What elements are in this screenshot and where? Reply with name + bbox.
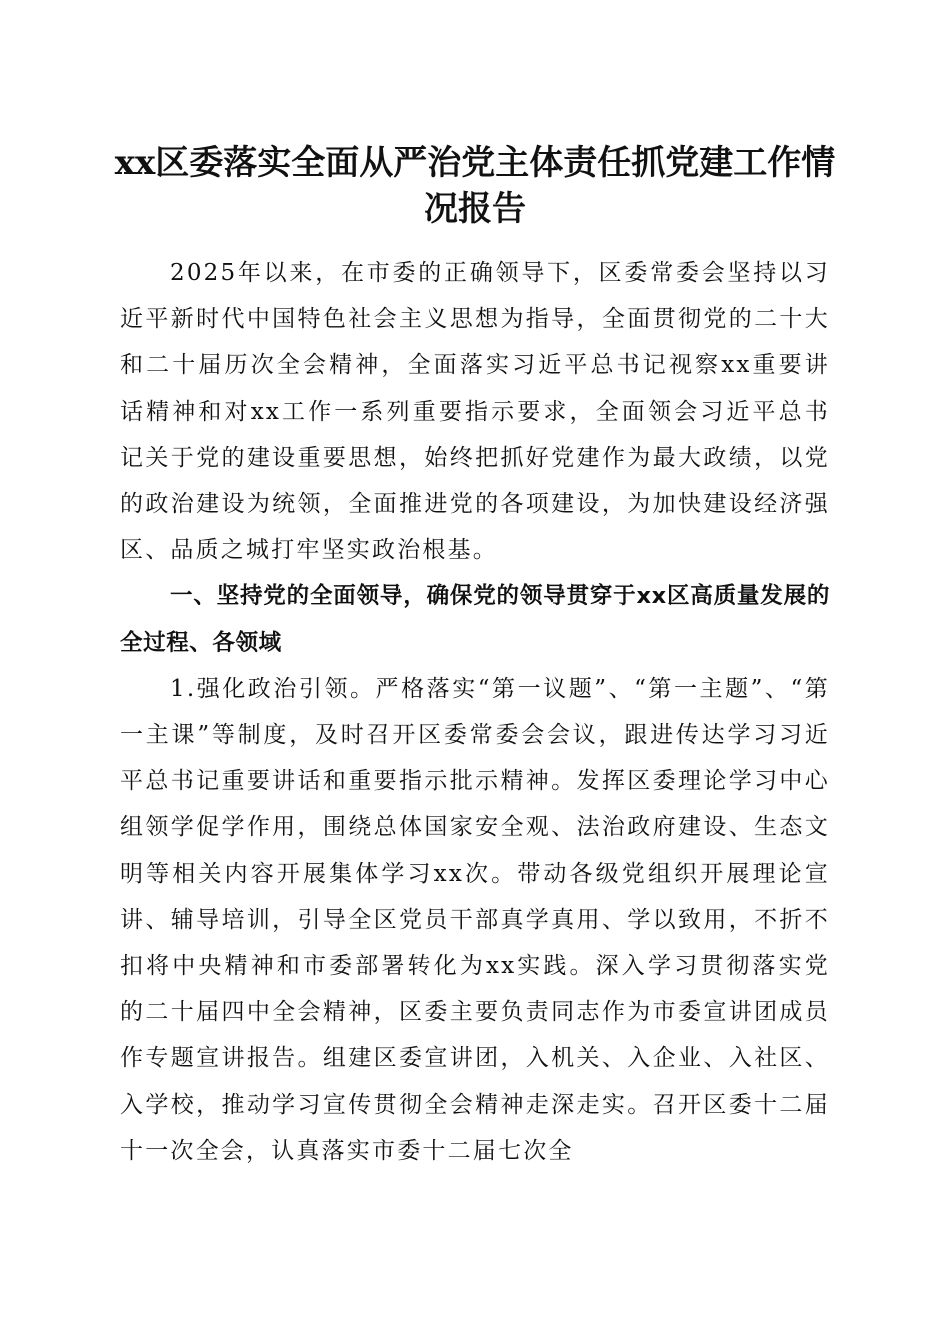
section-1-paragraph-1: 1.强化政治引领。严格落实“第一议题”、“第一主题”、“第一主课”等制度，及时召开区委常委会会议，跟进传达学习习近平总书记重要讲话和重要指示批示精神。发挥区委理论学习中心组领学促学作用，围绕总体国家安全观、法治政府建设、生态文明等相关内容开展集体学习xx次。带动各级党组织开展理论宣讲、辅导培训，引导全区党员干部真学真用、学以致用，不折不扣将中央精神和市委部署转化为xx实践。深入学习贯彻落实党的二十届四中全会精神，区委主要负责同志作为市委宣讲团成员作专题宣讲报告。组建区委宣讲团，入机关、入企业、入社区、入学校，推动学习宣传贯彻全会精神走深走实。召开区委十二届十一次全会，认真落实市委十二届七次全 — [120, 675, 830, 1164]
document-body — [120, 250, 830, 1174]
section-heading-1: 一、坚持党的全面领导，确保党的领导贯穿于xx区高质量发展的全过程、各领域 — [120, 583, 830, 656]
document-title: xx区委落实全面从严治党主体责任抓党建工作情况报告 — [114, 143, 836, 229]
intro-paragraph: 2025年以来，在市委的正确领导下，区委常委会坚持以习近平新时代中国特色社会主义思想为指导，全面贯彻党的二十大和二十届历次全会精神，全面落实习近平总书记视察xx重要讲话精神和对xx工作一系列重要指示要求，全面领会习近平总书记关于党的建设重要思想，始终把抓好党建作为最大政绩，以党的政治建设为统领，全面推进党的各项建设，为加快建设经济强区、品质之城打牢坚实政治根基。 — [120, 260, 830, 564]
